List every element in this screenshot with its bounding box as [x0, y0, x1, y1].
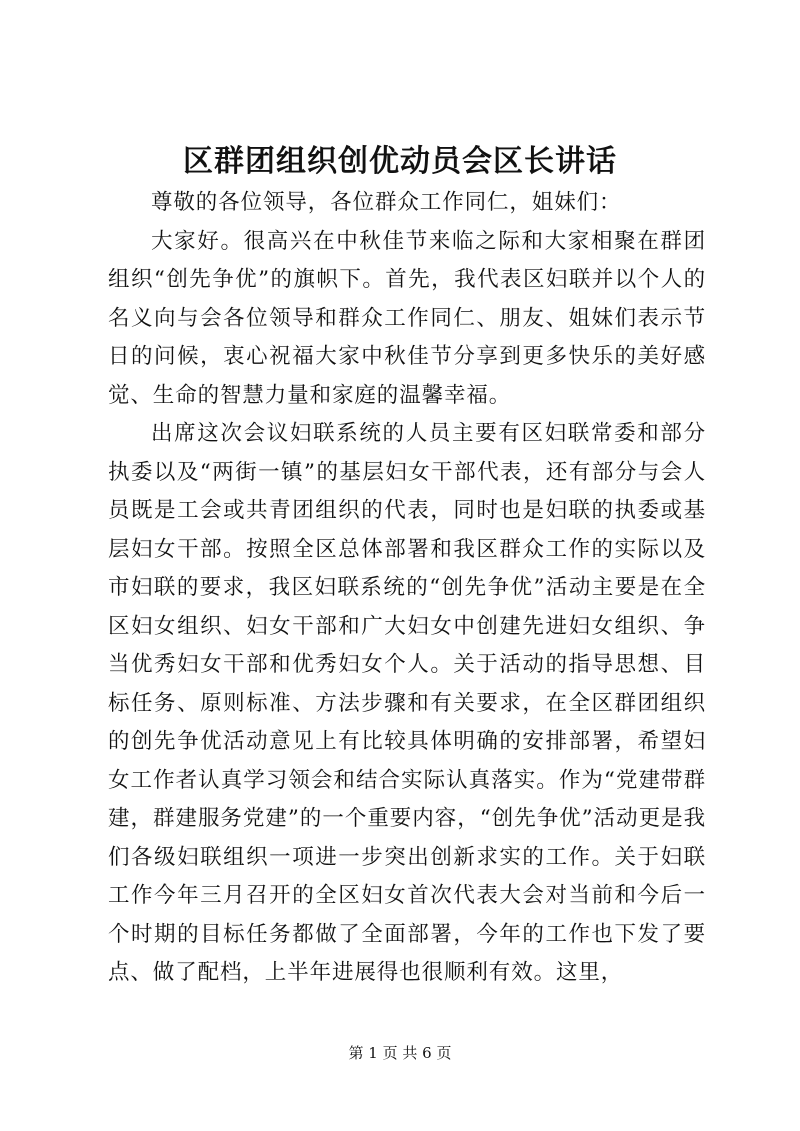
page-footer [0, 1043, 800, 1063]
paragraph-greeting: 大家好。很高兴在中秋佳节来临之际和大家相聚在群团组织“创先争优”的旗帜下。首先，我代表区妇联并以个人的名义向与会各位领导和群众工作同仁、朋友、姐妹们表示节日的问候，衷心祝福大家中秋佳节分享到更多快乐的美好感觉、生命的智慧力量和家庭的温馨幸福。 [108, 228, 706, 408]
paragraph-salutation: 尊敬的各位领导，各位群众工作同仁，姐妹们： [151, 190, 622, 215]
document-title: 区群团组织创优动员会区长讲话 [183, 144, 617, 179]
page-number: 第 1 页 共 6 页 [348, 1044, 452, 1062]
document-body [108, 184, 706, 993]
paragraph-main: 出席这次会议妇联系统的人员主要有区妇联常委和部分执委以及“两街一镇”的基层妇女干部代表，还有部分与会人员既是工会或共青团组织的代表，同时也是妇联的执委或基层妇女干部。按照全区总体部署和我区群众工作的实际以及市妇联的要求，我区妇联系统的“创先争优”活动主要是在全区妇女组织、妇女干部和广大妇女中创建先进妇女组织、争当优秀妇女干部和优秀妇女个人。关于活动的指导思想、目标任务、原则标准、方法步骤和有关要求，在全区群团组织的创先争优活动意见上有比较具体明确的安排部署，希望妇女工作者认真学习领会和结合实际认真落实。作为“党建带群建，群建服务党建”的一个重要内容，“创先争优”活动更是我们各级妇联组织一项进一步突出创新求实的工作。关于妇联工作今年三月召开的全区妇女首次代表大会对当前和今后一个时期的目标任务都做了全面部署，今年的工作也下发了要点、做了配档，上半年进展得也很顺利有效。这里， [108, 421, 706, 985]
